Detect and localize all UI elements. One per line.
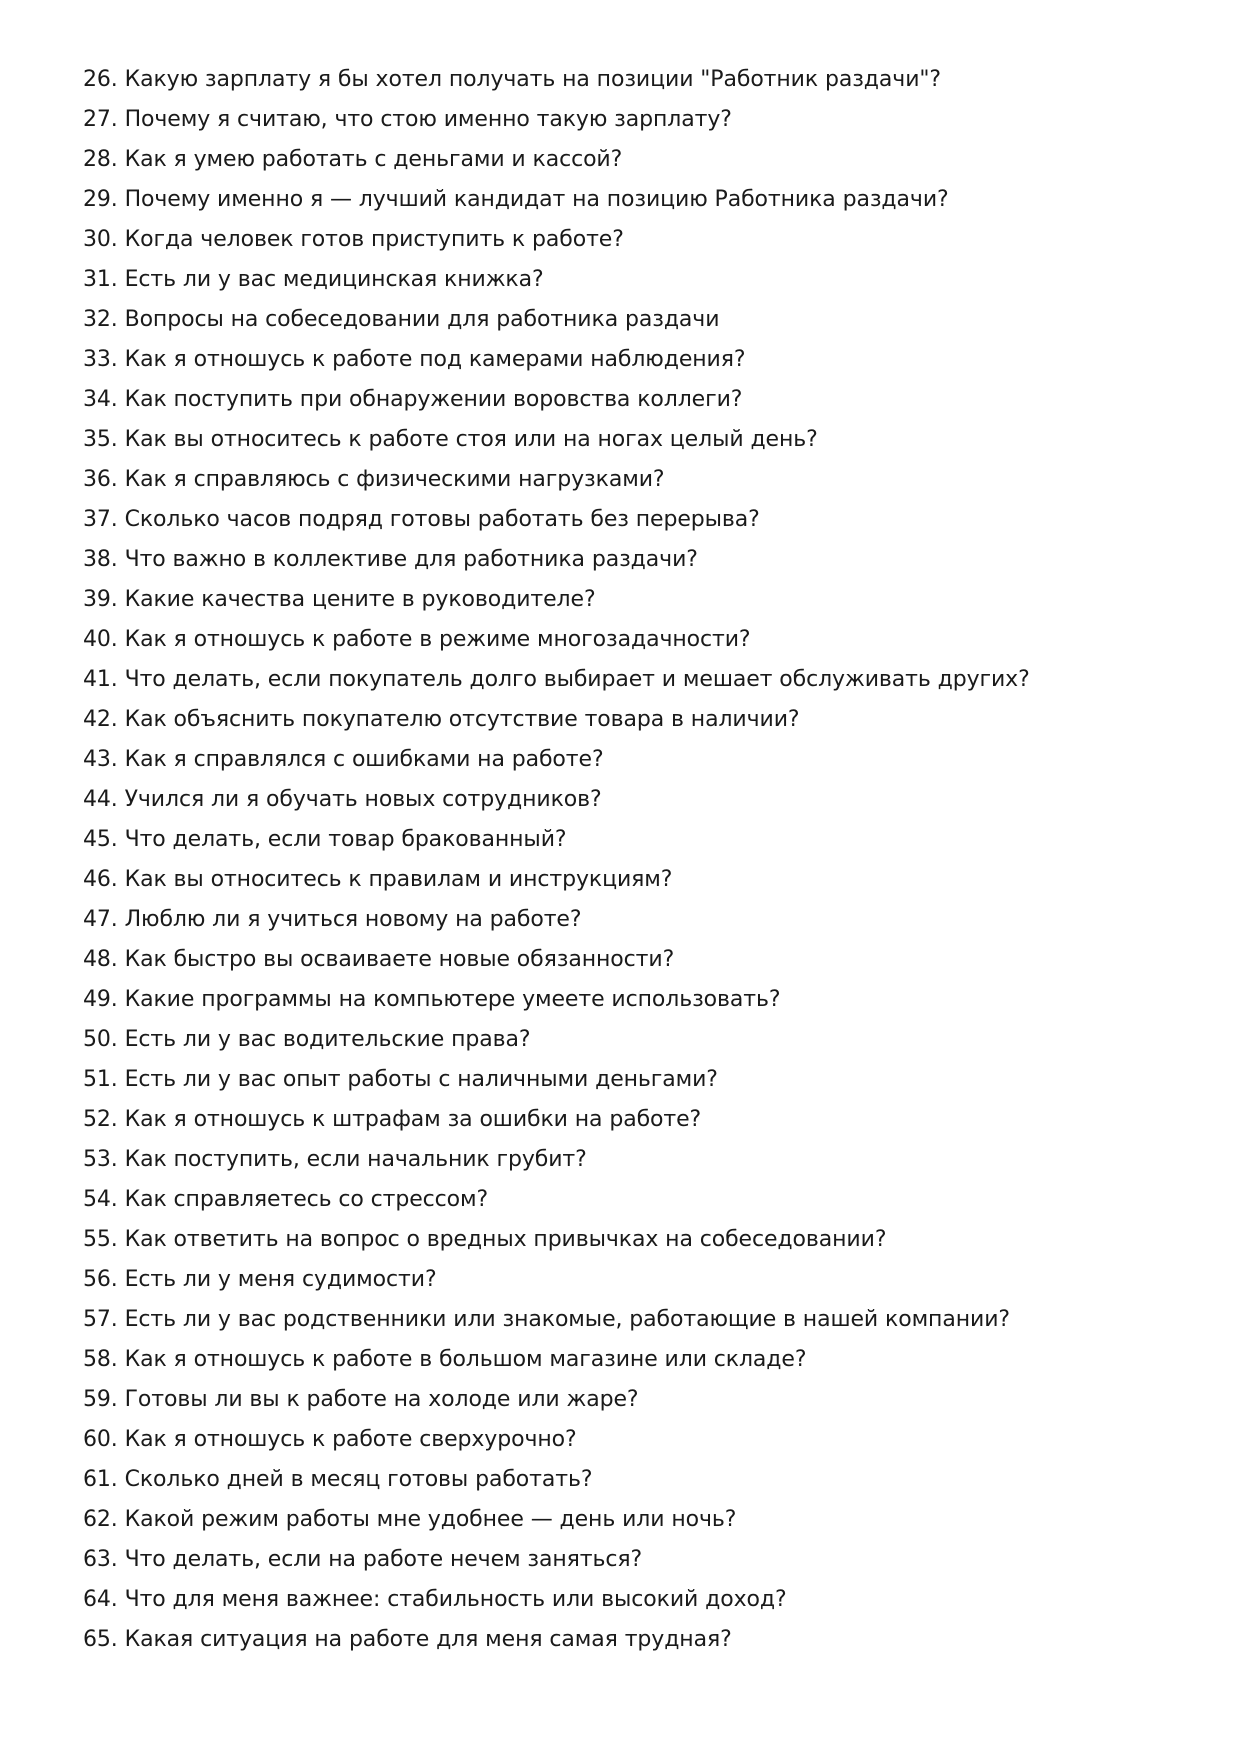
question-item: 59. Готовы ли вы к работе на холоде или жаре? <box>83 1387 639 1412</box>
question-item: 62. Какой режим работы мне удобнее — день или ночь? <box>83 1507 737 1532</box>
question-item: 58. Как я отношусь к работе в большом магазине или складе? <box>83 1347 807 1372</box>
question-item: 39. Какие качества цените в руководителе? <box>83 587 596 612</box>
question-item: 54. Как справляетесь со стрессом? <box>83 1187 489 1212</box>
question-item: 60. Как я отношусь к работе сверхурочно? <box>83 1427 577 1452</box>
question-item: 37. Сколько часов подряд готовы работать без перерыва? <box>83 507 760 532</box>
question-item: 38. Что важно в коллективе для работника раздачи? <box>83 547 698 572</box>
question-item: 51. Есть ли у вас опыт работы с наличными деньгами? <box>83 1067 718 1092</box>
question-item: 48. Как быстро вы осваиваете новые обязанности? <box>83 947 675 972</box>
question-item: 56. Есть ли у меня судимости? <box>83 1267 437 1292</box>
question-item: 63. Что делать, если на работе нечем заняться? <box>83 1547 643 1572</box>
question-item: 49. Какие программы на компьютере умеете использовать? <box>83 987 781 1012</box>
question-item: 40. Как я отношусь к работе в режиме многозадачности? <box>83 627 751 652</box>
question-item: 26. Какую зарплату я бы хотел получать на позиции "Работник раздачи"? <box>83 67 941 92</box>
question-item: 43. Как я справлялся с ошибками на работе? <box>83 747 604 772</box>
question-item: 52. Как я отношусь к штрафам за ошибки на работе? <box>83 1107 702 1132</box>
question-item: 33. Как я отношусь к работе под камерами наблюдения? <box>83 347 746 372</box>
question-item: 29. Почему именно я — лучший кандидат на позицию Работника раздачи? <box>83 187 949 212</box>
question-item: 32. Вопросы на собеседовании для работника раздачи <box>83 307 720 332</box>
question-item: 27. Почему я считаю, что стою именно такую зарплату? <box>83 107 732 132</box>
question-item: 41. Что делать, если покупатель долго выбирает и мешает обслуживать других? <box>83 667 1030 692</box>
question-item: 35. Как вы относитесь к работе стоя или на ногах целый день? <box>83 427 818 452</box>
question-item: 57. Есть ли у вас родственники или знакомые, работающие в нашей компании? <box>83 1307 1010 1332</box>
question-list <box>83 60 1183 1660</box>
question-item: 36. Как я справляюсь с физическими нагрузками? <box>83 467 665 492</box>
question-item: 46. Как вы относитесь к правилам и инструкциям? <box>83 867 673 892</box>
question-item: 65. Какая ситуация на работе для меня самая трудная? <box>83 1627 732 1652</box>
question-item: 55. Как ответить на вопрос о вредных привычках на собеседовании? <box>83 1227 887 1252</box>
question-item: 50. Есть ли у вас водительские права? <box>83 1027 531 1052</box>
question-item: 47. Люблю ли я учиться новому на работе? <box>83 907 582 932</box>
question-item: 61. Сколько дней в месяц готовы работать? <box>83 1467 593 1492</box>
question-item: 64. Что для меня важнее: стабильность или высокий доход? <box>83 1587 787 1612</box>
question-item: 53. Как поступить, если начальник грубит? <box>83 1147 587 1172</box>
question-item: 30. Когда человек готов приступить к работе? <box>83 227 624 252</box>
question-item: 45. Что делать, если товар бракованный? <box>83 827 567 852</box>
question-item: 31. Есть ли у вас медицинская книжка? <box>83 267 544 292</box>
question-item: 42. Как объяснить покупателю отсутствие товара в наличии? <box>83 707 800 732</box>
question-item: 44. Учился ли я обучать новых сотрудников? <box>83 787 602 812</box>
question-item: 28. Как я умею работать с деньгами и кассой? <box>83 147 623 172</box>
question-item: 34. Как поступить при обнаружении воровства коллеги? <box>83 387 743 412</box>
